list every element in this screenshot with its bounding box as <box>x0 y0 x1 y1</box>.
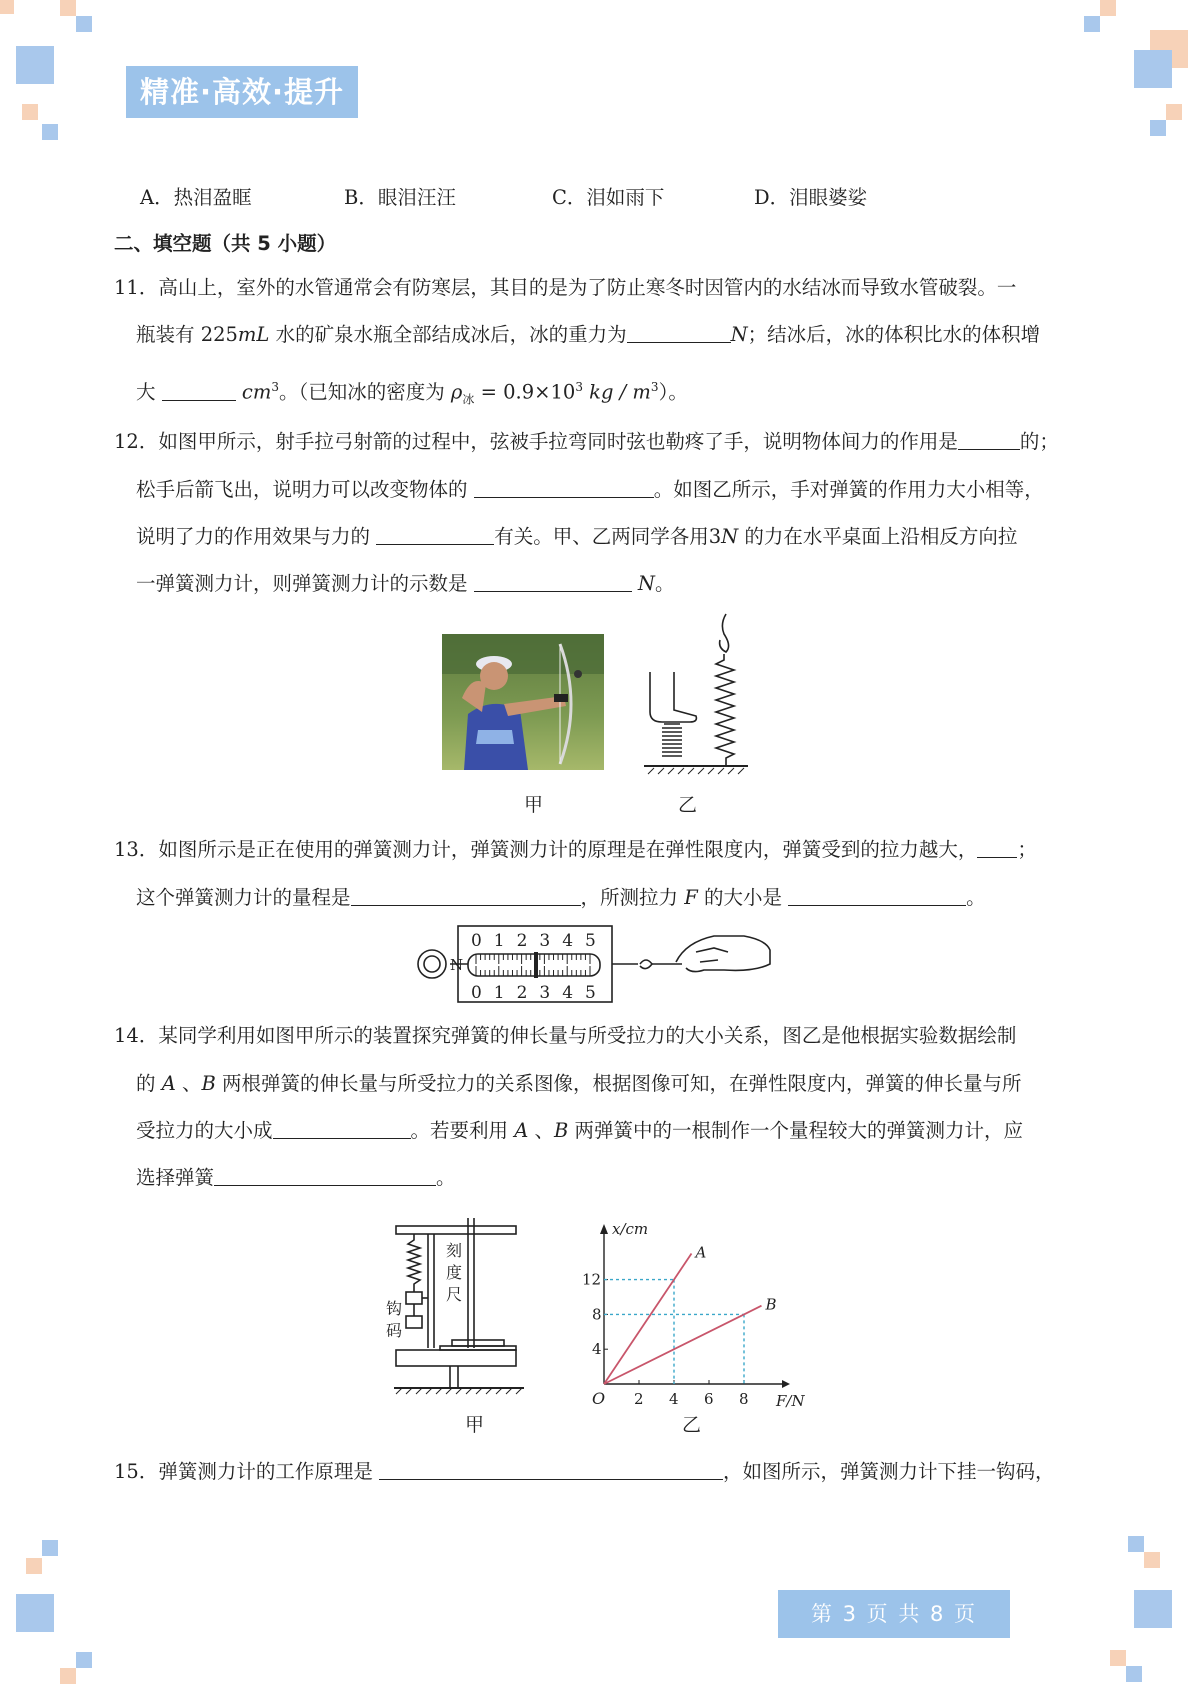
y-tick-label: 12 <box>582 1270 602 1289</box>
x-tick-label: 8 <box>739 1390 749 1408</box>
y-axis-arrow <box>600 1224 608 1234</box>
scale-label-top: 1 <box>493 931 505 951</box>
q12-blank-4[interactable] <box>474 571 632 592</box>
q12-blank-3[interactable] <box>376 524 494 545</box>
q14-fig-caption-right: 乙 <box>682 1414 702 1436</box>
q14-line-3: 受拉力的大小成 。若要利用 A 、B 两弹簧中的一根制作一个量程较大的弹簧测力计，应 <box>136 1119 1024 1142</box>
x-tick-label: 6 <box>704 1390 714 1408</box>
q12-fig-caption-left: 甲 <box>524 794 544 816</box>
scale-label-bottom: 0 <box>471 983 482 1003</box>
q12-line-1: 12．如图甲所示，射手拉弓射箭的过程中，弦被手拉弯同时弦也勒疼了手，说明物体间力的作用是 的； <box>114 430 1059 453</box>
q13-blank-3[interactable] <box>788 885 966 906</box>
q14-line-2: 的 A 、B 两根弹簧的伸长量与所受拉力的关系图像，根据图像可知，在弹性限度内，弹簧的伸长量与所 <box>136 1072 1022 1095</box>
q11-line-3: 大 $cm^3$。（已知冰的密度为 $\rho_冰 = 0.9\times 10^3$ kg / $m^3$）。 <box>136 380 688 407</box>
scale-label-bottom: 3 <box>539 983 551 1003</box>
x-axis-label: F/N <box>776 1392 805 1410</box>
q13-blank-1[interactable] <box>977 837 1017 858</box>
x-tick-label: 2 <box>634 1390 644 1408</box>
q12-line-3: 说明了力的作用效果与力的 有关。甲、乙两同学各用3N 的力在水平桌面上沿相反方向拉 <box>136 525 1018 548</box>
option-a: A．热泪盈眶 <box>140 186 252 209</box>
q14-fig-caption-left: 甲 <box>465 1414 485 1436</box>
scale-label-top: 0 <box>471 931 482 951</box>
scale-label-bottom: 2 <box>516 983 528 1003</box>
q12-line-2: 松手后箭飞出，说明力可以改变物体的 。如图乙所示，手对弹簧的作用力大小相等， <box>136 478 1044 501</box>
y-axis-label: x/cm <box>612 1220 649 1238</box>
option-b: B．眼泪汪汪 <box>344 186 456 209</box>
q15-blank-1[interactable] <box>379 1459 723 1480</box>
spring-figure <box>640 612 752 778</box>
series-line-B <box>604 1306 762 1384</box>
scale-label-top: 2 <box>516 931 528 951</box>
q14-blank-2[interactable] <box>214 1165 436 1186</box>
q12-line-4: 一弹簧测力计，则弹簧测力计的示数是 N。 <box>136 572 675 595</box>
scale-label-bottom: 5 <box>585 983 596 1003</box>
option-c: C．泪如雨下 <box>552 186 665 209</box>
q13-line-1: 13．如图所示是正在使用的弹簧测力计，弹簧测力计的原理是在弹性限度内，弹簧受到的拉力越大， ； <box>114 838 1037 861</box>
spring-graph <box>582 1220 806 1410</box>
archer-photo <box>442 634 604 770</box>
option-d: D．泪眼婆娑 <box>754 186 868 209</box>
scale-unit: N <box>450 956 464 974</box>
page-number: 第 3 页 共 8 页 <box>778 1590 1010 1638</box>
scale-label-bottom: 4 <box>562 983 574 1003</box>
header-banner: 精准·高效·提升 <box>126 66 358 118</box>
q12-blank-2[interactable] <box>474 477 654 498</box>
ruler-label-1: 刻 <box>446 1241 463 1260</box>
scale-label-top: 4 <box>562 931 574 951</box>
q11-line-2: 瓶装有 225mL 水的矿泉水瓶全部结成冰后，冰的重力为 N；结冰后，冰的体积比水的体积增 <box>136 323 1041 346</box>
q15-line-1: 15．弹簧测力计的工作原理是 ，如图所示，弹簧测力计下挂一钩码， <box>114 1460 1055 1483</box>
q12-fig-caption-right: 乙 <box>678 794 698 816</box>
scale-label-bottom: 1 <box>493 983 505 1003</box>
series-line-A <box>604 1254 692 1385</box>
q11-blank-2[interactable] <box>162 380 236 401</box>
y-tick-label: 4 <box>592 1340 602 1359</box>
scale-label-top: 3 <box>539 931 551 951</box>
ruler-label-2: 度 <box>446 1263 463 1282</box>
spring-scale-figure <box>414 922 774 1006</box>
q11-blank-1[interactable] <box>627 322 731 343</box>
ruler-label-3: 尺 <box>446 1285 463 1304</box>
scale-label-top: 5 <box>585 931 596 951</box>
series-label-B: B <box>765 1295 777 1314</box>
x-tick-label: 4 <box>669 1390 679 1408</box>
q14-line-4: 选择弹簧 。 <box>136 1166 456 1189</box>
apparatus-figure <box>386 1216 572 1396</box>
q13-line-2: 这个弹簧测力计的量程是 ，所测拉力 F 的大小是 。 <box>136 886 986 909</box>
q14-line-1: 14．某同学利用如图甲所示的装置探究弹簧的伸长量与所受拉力的大小关系，图乙是他根据实验数据绘制 <box>114 1024 1017 1047</box>
origin-label: O <box>592 1389 606 1408</box>
q14-blank-1[interactable] <box>273 1118 411 1139</box>
weight-label-1: 钩 <box>386 1299 403 1318</box>
q13-blank-2[interactable] <box>351 885 581 906</box>
y-tick-label: 8 <box>592 1305 602 1324</box>
x-axis-arrow <box>782 1380 790 1388</box>
weight-label-2: 码 <box>386 1321 403 1340</box>
series-label-A: A <box>695 1243 707 1262</box>
q11-line-1: 11．高山上，室外的水管通常会有防寒层，其目的是为了防止寒冬时因管内的水结冰而导致水管破裂。一 <box>114 276 1017 299</box>
section-title: 二、填空题（共 5 小题） <box>114 232 337 255</box>
q12-blank-1[interactable] <box>958 429 1020 450</box>
